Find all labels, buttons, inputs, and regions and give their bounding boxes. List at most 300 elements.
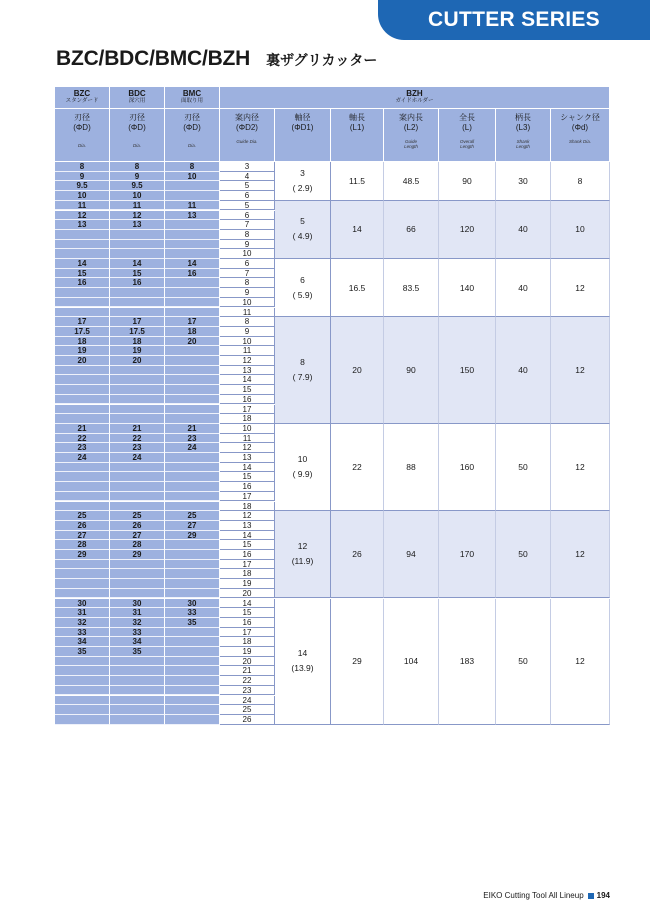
bdc-dia-cell: 20 bbox=[110, 356, 165, 366]
guide-dia-cell: 12 bbox=[220, 443, 275, 453]
bmc-dia-cell: 24 bbox=[165, 443, 220, 453]
shank-len-cell: 30 bbox=[496, 162, 551, 201]
guide-dia-cell: 8 bbox=[220, 317, 275, 327]
bdc-dia-cell: 16 bbox=[110, 278, 165, 288]
header-shank-len-jp: 柄長 bbox=[515, 113, 531, 122]
bmc-dia-cell bbox=[165, 550, 220, 560]
bdc-dia-cell bbox=[110, 560, 165, 570]
header-bzc-dia bbox=[55, 109, 110, 162]
bdc-dia-cell: 13 bbox=[110, 220, 165, 230]
bmc-dia-cell: 33 bbox=[165, 608, 220, 618]
overall-len-cell: 160 bbox=[439, 424, 496, 511]
bzc-dia-cell: 12 bbox=[55, 211, 110, 221]
bmc-dia-cell: 18 bbox=[165, 327, 220, 337]
guide-dia-cell: 16 bbox=[220, 618, 275, 628]
bdc-dia-cell bbox=[110, 589, 165, 599]
bdc-dia-cell bbox=[110, 569, 165, 579]
bzc-dia-cell bbox=[55, 686, 110, 696]
bmc-dia-cell bbox=[165, 453, 220, 463]
guide-len-cell: 48.5 bbox=[384, 162, 439, 201]
bzc-dia-cell: 8 bbox=[55, 162, 110, 172]
bmc-dia-cell bbox=[165, 395, 220, 405]
bmc-dia-cell: 27 bbox=[165, 521, 220, 531]
bmc-dia-cell bbox=[165, 502, 220, 512]
bdc-dia-cell: 28 bbox=[110, 540, 165, 550]
page-number: 194 bbox=[596, 891, 610, 900]
axle-len-cell: 20 bbox=[331, 317, 384, 424]
guide-dia-cell: 13 bbox=[220, 366, 275, 376]
bzc-dia-cell bbox=[55, 395, 110, 405]
bdc-dia-cell: 8 bbox=[110, 162, 165, 172]
shank-dia-cell: 12 bbox=[551, 599, 610, 725]
page-title-sub: 裏ザグリカッター bbox=[266, 52, 378, 68]
bzc-dia-cell bbox=[55, 288, 110, 298]
bmc-dia-cell: 35 bbox=[165, 618, 220, 628]
bdc-dia-cell: 35 bbox=[110, 647, 165, 657]
axle-dia-cell bbox=[275, 599, 331, 725]
bzc-dia-cell: 24 bbox=[55, 453, 110, 463]
header-guide-len-jp: 案内長 bbox=[399, 113, 423, 122]
header-bdc-note: 深穴用 bbox=[128, 98, 146, 104]
guide-dia-cell: 25 bbox=[220, 705, 275, 715]
axle-dia-actual: (11.9) bbox=[291, 556, 314, 567]
axle-dia-value: 12 bbox=[297, 541, 308, 552]
header-guide-len bbox=[384, 109, 439, 162]
header-bzc-dia-jp: 刃径 bbox=[74, 113, 90, 122]
axle-len-cell: 26 bbox=[331, 511, 384, 598]
guide-dia-cell: 14 bbox=[220, 463, 275, 473]
bzc-dia-cell: 27 bbox=[55, 531, 110, 541]
bmc-dia-cell: 21 bbox=[165, 424, 220, 434]
bmc-dia-cell bbox=[165, 686, 220, 696]
bdc-dia-cell: 22 bbox=[110, 434, 165, 444]
bzc-dia-cell: 32 bbox=[55, 618, 110, 628]
bmc-dia-cell bbox=[165, 298, 220, 308]
bdc-dia-cell: 17.5 bbox=[110, 327, 165, 337]
bzc-dia-cell: 10 bbox=[55, 191, 110, 201]
shank-dia-cell: 12 bbox=[551, 317, 610, 424]
bmc-dia-cell bbox=[165, 628, 220, 638]
bzc-dia-cell: 9.5 bbox=[55, 181, 110, 191]
header-bzc-code: BZC bbox=[73, 89, 91, 98]
bdc-dia-cell: 15 bbox=[110, 269, 165, 279]
bdc-dia-cell bbox=[110, 686, 165, 696]
header-axle-dia bbox=[275, 109, 331, 162]
guide-dia-cell: 10 bbox=[220, 298, 275, 308]
bzc-dia-cell: 23 bbox=[55, 443, 110, 453]
series-tab-label: CUTTER SERIES bbox=[428, 8, 600, 31]
axle-dia-value: 10 bbox=[297, 454, 308, 465]
header-axle-len bbox=[331, 109, 384, 162]
bzc-dia-cell: 35 bbox=[55, 647, 110, 657]
bdc-dia-cell bbox=[110, 696, 165, 706]
bzc-dia-cell bbox=[55, 502, 110, 512]
shank-len-cell: 50 bbox=[496, 599, 551, 725]
header-shank-dia bbox=[551, 109, 610, 162]
bmc-dia-cell bbox=[165, 181, 220, 191]
bmc-dia-cell bbox=[165, 472, 220, 482]
page-title-main: BZC/BDC/BMC/BZH bbox=[56, 47, 251, 70]
bdc-dia-cell: 17 bbox=[110, 317, 165, 327]
guide-len-cell: 104 bbox=[384, 599, 439, 725]
bmc-dia-cell bbox=[165, 482, 220, 492]
bdc-dia-cell bbox=[110, 249, 165, 259]
bmc-dia-cell bbox=[165, 220, 220, 230]
bdc-dia-cell bbox=[110, 472, 165, 482]
bzc-dia-cell: 9 bbox=[55, 172, 110, 182]
shank-dia-cell: 12 bbox=[551, 424, 610, 511]
bzc-dia-cell bbox=[55, 657, 110, 667]
guide-dia-cell: 18 bbox=[220, 637, 275, 647]
bdc-dia-cell bbox=[110, 492, 165, 502]
header-bzc-note: スタンダード bbox=[65, 98, 99, 104]
header-bzc bbox=[55, 87, 110, 109]
bmc-dia-cell bbox=[165, 715, 220, 725]
guide-dia-cell: 5 bbox=[220, 181, 275, 191]
header-axle-dia-sym: (ΦD1) bbox=[291, 123, 314, 132]
bdc-dia-cell: 33 bbox=[110, 628, 165, 638]
bmc-dia-cell bbox=[165, 637, 220, 647]
header-bmc-note: 面取り用 bbox=[180, 98, 203, 104]
bdc-dia-cell: 27 bbox=[110, 531, 165, 541]
bzc-dia-cell: 22 bbox=[55, 434, 110, 444]
bdc-dia-cell: 30 bbox=[110, 599, 165, 609]
guide-dia-cell: 18 bbox=[220, 502, 275, 512]
bzc-dia-cell: 16 bbox=[55, 278, 110, 288]
bdc-dia-cell bbox=[110, 308, 165, 318]
guide-dia-cell: 6 bbox=[220, 191, 275, 201]
header-axle-len-jp: 軸長 bbox=[349, 113, 365, 122]
shank-dia-cell: 10 bbox=[551, 201, 610, 259]
header-shank-dia-en: Shank Dia. bbox=[568, 139, 591, 144]
shank-dia-cell: 8 bbox=[551, 162, 610, 201]
bdc-dia-cell: 11 bbox=[110, 201, 165, 211]
header-overall-len-jp: 全長 bbox=[459, 113, 475, 122]
bdc-dia-cell bbox=[110, 395, 165, 405]
guide-dia-cell: 13 bbox=[220, 521, 275, 531]
bzc-dia-cell: 21 bbox=[55, 424, 110, 434]
guide-dia-cell: 26 bbox=[220, 715, 275, 725]
axle-dia-actual: ( 4.9) bbox=[292, 231, 313, 242]
overall-len-cell: 170 bbox=[439, 511, 496, 598]
guide-dia-cell: 16 bbox=[220, 395, 275, 405]
bmc-dia-cell: 10 bbox=[165, 172, 220, 182]
bdc-dia-cell: 18 bbox=[110, 337, 165, 347]
bmc-dia-cell: 11 bbox=[165, 201, 220, 211]
bdc-dia-cell: 32 bbox=[110, 618, 165, 628]
overall-len-cell: 150 bbox=[439, 317, 496, 424]
guide-dia-cell: 14 bbox=[220, 531, 275, 541]
guide-dia-cell: 10 bbox=[220, 249, 275, 259]
bdc-dia-cell bbox=[110, 666, 165, 676]
bdc-dia-cell bbox=[110, 385, 165, 395]
bmc-dia-cell bbox=[165, 463, 220, 473]
bmc-dia-cell bbox=[165, 540, 220, 550]
overall-len-cell: 140 bbox=[439, 259, 496, 317]
bzc-dia-cell: 25 bbox=[55, 511, 110, 521]
guide-dia-cell: 16 bbox=[220, 550, 275, 560]
guide-dia-cell: 7 bbox=[220, 269, 275, 279]
header-bzh-code: BZH bbox=[406, 89, 423, 98]
bdc-dia-cell: 21 bbox=[110, 424, 165, 434]
guide-dia-cell: 19 bbox=[220, 579, 275, 589]
guide-len-cell: 83.5 bbox=[384, 259, 439, 317]
bzc-dia-cell: 30 bbox=[55, 599, 110, 609]
header-guide-dia-sym: (ΦD2) bbox=[236, 123, 258, 132]
bmc-dia-cell: 17 bbox=[165, 317, 220, 327]
guide-dia-cell: 10 bbox=[220, 337, 275, 347]
guide-dia-cell: 24 bbox=[220, 696, 275, 706]
guide-dia-cell: 20 bbox=[220, 589, 275, 599]
header-overall-len bbox=[439, 109, 496, 162]
axle-dia-actual: ( 7.9) bbox=[292, 372, 313, 383]
bzc-dia-cell bbox=[55, 560, 110, 570]
bdc-dia-cell: 10 bbox=[110, 191, 165, 201]
guide-dia-cell: 10 bbox=[220, 424, 275, 434]
guide-dia-cell: 12 bbox=[220, 511, 275, 521]
bzc-dia-cell: 18 bbox=[55, 337, 110, 347]
guide-dia-cell: 15 bbox=[220, 385, 275, 395]
bdc-dia-cell: 26 bbox=[110, 521, 165, 531]
bzc-dia-cell: 20 bbox=[55, 356, 110, 366]
bmc-dia-cell bbox=[165, 666, 220, 676]
header-bmc-dia-jp: 刃径 bbox=[184, 113, 200, 122]
bmc-dia-cell bbox=[165, 249, 220, 259]
bdc-dia-cell bbox=[110, 463, 165, 473]
bdc-dia-cell bbox=[110, 482, 165, 492]
bdc-dia-cell bbox=[110, 657, 165, 667]
guide-dia-cell: 11 bbox=[220, 308, 275, 318]
axle-len-cell: 14 bbox=[331, 201, 384, 259]
guide-dia-cell: 18 bbox=[220, 414, 275, 424]
bzc-dia-cell: 15 bbox=[55, 269, 110, 279]
bdc-dia-cell bbox=[110, 414, 165, 424]
axle-dia-actual: ( 5.9) bbox=[292, 289, 313, 300]
bzc-dia-cell: 33 bbox=[55, 628, 110, 638]
header-guide-len-en: Guide Length bbox=[404, 139, 418, 149]
header-guide-len-sym: (L2) bbox=[403, 123, 419, 132]
axle-dia-value: 5 bbox=[300, 216, 305, 227]
axle-dia-value: 6 bbox=[300, 274, 305, 285]
guide-dia-cell: 17 bbox=[220, 628, 275, 638]
guide-dia-cell: 19 bbox=[220, 647, 275, 657]
axle-dia-value: 8 bbox=[300, 357, 305, 368]
bzc-dia-cell: 28 bbox=[55, 540, 110, 550]
bzc-dia-cell bbox=[55, 375, 110, 385]
page-title bbox=[56, 47, 377, 71]
bdc-dia-cell bbox=[110, 240, 165, 250]
bmc-dia-cell bbox=[165, 191, 220, 201]
axle-dia-cell bbox=[275, 424, 331, 511]
header-bmc bbox=[165, 87, 220, 109]
guide-dia-cell: 21 bbox=[220, 666, 275, 676]
guide-dia-cell: 12 bbox=[220, 356, 275, 366]
header-axle-len-sym: (L1) bbox=[349, 123, 365, 132]
bzc-dia-cell bbox=[55, 589, 110, 599]
guide-dia-cell: 3 bbox=[220, 162, 275, 172]
bmc-dia-cell bbox=[165, 560, 220, 570]
bzc-dia-cell bbox=[55, 385, 110, 395]
bdc-dia-cell bbox=[110, 366, 165, 376]
axle-len-cell: 22 bbox=[331, 424, 384, 511]
bzc-dia-cell: 26 bbox=[55, 521, 110, 531]
bzc-dia-cell bbox=[55, 240, 110, 250]
shank-dia-cell: 12 bbox=[551, 511, 610, 598]
header-shank-dia-jp: シャンク径 bbox=[560, 113, 600, 122]
bzc-dia-cell bbox=[55, 492, 110, 502]
bmc-dia-cell bbox=[165, 647, 220, 657]
guide-len-cell: 90 bbox=[384, 317, 439, 424]
guide-dia-cell: 17 bbox=[220, 492, 275, 502]
guide-dia-cell: 7 bbox=[220, 220, 275, 230]
header-guide-dia bbox=[220, 109, 275, 162]
bmc-dia-cell bbox=[165, 366, 220, 376]
shank-len-cell: 40 bbox=[496, 201, 551, 259]
header-guide-dia-en: Guide Dia. bbox=[236, 139, 258, 144]
guide-dia-cell: 15 bbox=[220, 608, 275, 618]
bzc-dia-cell bbox=[55, 666, 110, 676]
guide-dia-cell: 17 bbox=[220, 560, 275, 570]
guide-dia-cell: 20 bbox=[220, 657, 275, 667]
guide-len-cell: 66 bbox=[384, 201, 439, 259]
header-bzc-dia-en: Dia. bbox=[77, 143, 86, 148]
overall-len-cell: 90 bbox=[439, 162, 496, 201]
bdc-dia-cell bbox=[110, 375, 165, 385]
bdc-dia-cell: 19 bbox=[110, 346, 165, 356]
bmc-dia-cell: 14 bbox=[165, 259, 220, 269]
header-shank-dia-sym: (Φd) bbox=[571, 123, 589, 132]
shank-len-cell: 50 bbox=[496, 511, 551, 598]
bzc-dia-cell: 29 bbox=[55, 550, 110, 560]
footer-text: EIKO Cutting Tool All Lineup bbox=[483, 891, 584, 900]
bdc-dia-cell: 34 bbox=[110, 637, 165, 647]
guide-dia-cell: 17 bbox=[220, 405, 275, 415]
bmc-dia-cell: 30 bbox=[165, 599, 220, 609]
guide-dia-cell: 14 bbox=[220, 375, 275, 385]
bzc-dia-cell: 31 bbox=[55, 608, 110, 618]
bdc-dia-cell: 23 bbox=[110, 443, 165, 453]
shank-len-cell: 40 bbox=[496, 259, 551, 317]
bmc-dia-cell bbox=[165, 696, 220, 706]
guide-dia-cell: 14 bbox=[220, 599, 275, 609]
bdc-dia-cell: 14 bbox=[110, 259, 165, 269]
guide-dia-cell: 6 bbox=[220, 211, 275, 221]
bzc-dia-cell bbox=[55, 463, 110, 473]
axle-dia-value: 14 bbox=[297, 648, 308, 659]
guide-dia-cell: 18 bbox=[220, 569, 275, 579]
bmc-dia-cell bbox=[165, 230, 220, 240]
guide-dia-cell: 9 bbox=[220, 288, 275, 298]
axle-len-cell: 16.5 bbox=[331, 259, 384, 317]
axle-dia-cell bbox=[275, 162, 331, 201]
bdc-dia-cell bbox=[110, 298, 165, 308]
guide-dia-cell: 22 bbox=[220, 676, 275, 686]
bdc-dia-cell bbox=[110, 405, 165, 415]
shank-len-cell: 50 bbox=[496, 424, 551, 511]
bzc-dia-cell bbox=[55, 249, 110, 259]
shank-dia-cell: 12 bbox=[551, 259, 610, 317]
bzc-dia-cell: 34 bbox=[55, 637, 110, 647]
guide-dia-cell: 8 bbox=[220, 278, 275, 288]
bmc-dia-cell: 8 bbox=[165, 162, 220, 172]
guide-dia-cell: 9 bbox=[220, 240, 275, 250]
bdc-dia-cell bbox=[110, 676, 165, 686]
guide-dia-cell: 15 bbox=[220, 472, 275, 482]
bzc-dia-cell bbox=[55, 676, 110, 686]
axle-dia-actual: (13.9) bbox=[291, 663, 314, 674]
bmc-dia-cell bbox=[165, 405, 220, 415]
bdc-dia-cell bbox=[110, 579, 165, 589]
bdc-dia-cell bbox=[110, 230, 165, 240]
header-bdc-dia-jp: 刃径 bbox=[129, 113, 145, 122]
header-bdc-code: BDC bbox=[128, 89, 146, 98]
square-bullet-icon bbox=[588, 893, 594, 899]
overall-len-cell: 120 bbox=[439, 201, 496, 259]
bzc-dia-cell bbox=[55, 298, 110, 308]
bmc-dia-cell: 20 bbox=[165, 337, 220, 347]
bzc-dia-cell bbox=[55, 414, 110, 424]
guide-dia-cell: 15 bbox=[220, 540, 275, 550]
guide-dia-cell: 4 bbox=[220, 172, 275, 182]
bzc-dia-cell bbox=[55, 405, 110, 415]
header-overall-len-en: Overall Length bbox=[459, 139, 475, 149]
bzc-dia-cell bbox=[55, 482, 110, 492]
shank-len-cell: 40 bbox=[496, 317, 551, 424]
guide-dia-cell: 11 bbox=[220, 434, 275, 444]
overall-len-cell: 183 bbox=[439, 599, 496, 725]
bmc-dia-cell: 16 bbox=[165, 269, 220, 279]
bzc-dia-cell bbox=[55, 366, 110, 376]
header-shank-len-sym: (L3) bbox=[515, 123, 531, 132]
header-shank-len-en: Shank Length bbox=[516, 139, 530, 149]
bdc-dia-cell bbox=[110, 705, 165, 715]
series-tab bbox=[378, 0, 650, 40]
bmc-dia-cell bbox=[165, 492, 220, 502]
page-footer bbox=[483, 891, 610, 900]
header-bmc-dia-sym: (ΦD) bbox=[183, 123, 201, 132]
bzc-dia-cell bbox=[55, 579, 110, 589]
header-guide-dia-jp: 案内径 bbox=[235, 113, 259, 122]
guide-dia-cell: 9 bbox=[220, 327, 275, 337]
bdc-dia-cell: 24 bbox=[110, 453, 165, 463]
header-bdc-dia-en: Dia. bbox=[132, 143, 141, 148]
bmc-dia-cell bbox=[165, 308, 220, 318]
header-bzh-note: ガイドホルダー bbox=[395, 98, 434, 104]
bdc-dia-cell: 31 bbox=[110, 608, 165, 618]
bmc-dia-cell: 13 bbox=[165, 211, 220, 221]
header-bmc-dia-en: Dia. bbox=[187, 143, 196, 148]
bdc-dia-cell: 29 bbox=[110, 550, 165, 560]
guide-len-cell: 94 bbox=[384, 511, 439, 598]
bmc-dia-cell: 25 bbox=[165, 511, 220, 521]
bzc-dia-cell bbox=[55, 472, 110, 482]
bdc-dia-cell bbox=[110, 288, 165, 298]
bzc-dia-cell: 11 bbox=[55, 201, 110, 211]
bmc-dia-cell bbox=[165, 288, 220, 298]
header-bzc-dia-sym: (ΦD) bbox=[73, 123, 91, 132]
axle-len-cell: 11.5 bbox=[331, 162, 384, 201]
bmc-dia-cell bbox=[165, 579, 220, 589]
axle-dia-cell bbox=[275, 201, 331, 259]
bzc-dia-cell bbox=[55, 715, 110, 725]
bmc-dia-cell bbox=[165, 657, 220, 667]
guide-dia-cell: 8 bbox=[220, 230, 275, 240]
bdc-dia-cell: 9 bbox=[110, 172, 165, 182]
bmc-dia-cell bbox=[165, 375, 220, 385]
bzc-dia-cell: 17 bbox=[55, 317, 110, 327]
bmc-dia-cell bbox=[165, 569, 220, 579]
bdc-dia-cell: 9.5 bbox=[110, 181, 165, 191]
